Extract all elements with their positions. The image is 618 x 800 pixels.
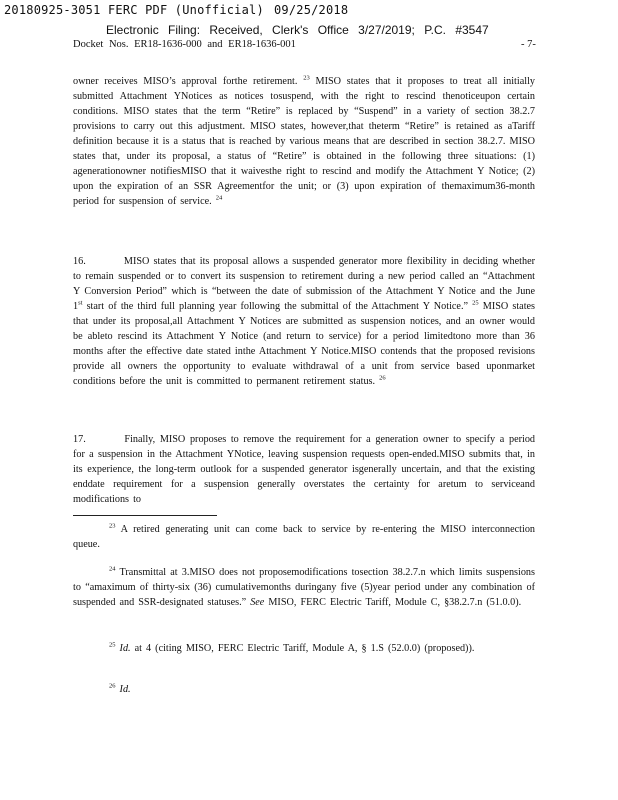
footnote-number: 25 (109, 641, 116, 649)
footnote-signal: Id. (119, 643, 131, 654)
footnote-ref[interactable]: 26 (379, 374, 386, 382)
paragraph-text: owner receives MISO’s approval forthe retirement. (73, 76, 298, 87)
paragraph-number: 16. (73, 256, 86, 267)
paragraph-17 (73, 432, 535, 507)
footnote-signal: See (250, 597, 265, 608)
ordinal-suffix: st (78, 299, 83, 307)
paragraph-text: MISO states that it proposes to treat all initially submitted Attachment YNotices as notices tosuspend, with the right to rescind thenoticeupon certain conditions. MISO states that the term “Retire” is replaced by “Suspend” in a variety of section 38.2.7 provisions to carry out this adjustment. MISO states, however,that theterm “Retire” is retained as aTariff definition because it is a status that is reached by various means that are described in section 38.2.7. MISO states that, under its proposal, a status of “Retire” is obtained in the following three situations: (1) agenerationowner notifiesMISO that it waivesthe right to rescind and modify the Attachment Y Notice; (2) upon the expiration of an SSR Agreementfor the unit; or (3) upon expiration of themaximum36-month period for suspension of service. (73, 76, 535, 207)
paragraph-text: Finally, MISO proposes to remove the requirement for a generation owner to specify a period for a suspension in the Attachment YNotice, leaving suspension requests open-ended.MISO submits that, in its experience, the long-term outlook for a suspended generator isgenerally uncertain, and that the existing enddate requirement for a suspension generally overstates the certainty for aretum to serviceand modifications to (73, 434, 536, 505)
footnote-text: MISO, FERC Electric Tariff, Module C, §38.2.7.n (51.0.0). (268, 597, 522, 608)
paragraph-text: MISO states that under its proposal,all Attachment Y Notices are submitted as suspension notices, and an owner would be ableto rescind its Attachment Y Notice (and return to service) for a period limitedtono more than 36 months after the effective date stated inthe Attachment Y Notice.MISO contends that the proposed revisions provide all owners the opportunity to evaluate withdrawal of a unit from service based uponmarket conditions before the unit is committed to permanent retirement status. (73, 301, 536, 387)
footnote-ref[interactable]: 23 (303, 74, 310, 82)
footnote-number: 24 (109, 565, 116, 573)
paragraph-text: MISO states that its proposal allows a suspended generator more flexibility in deciding whether to remain suspended or to convert its suspension to retirement during a new period called an “Attachment Y Conversion Period” which is “between the date of submission of the Attachment Y Notice and the June 1 (73, 256, 536, 312)
footnote-ref[interactable]: 25 (472, 299, 479, 307)
footnote-text: Transmittal at 3.MISO does not proposemodifications tosection 38.2.7.n which limits suspensions to “amaximum of thirty-six (36) cumulativemonths duringany five (5)year period under any combination of suspended and SSR-designated statuses.” (73, 567, 535, 608)
footnote-24 (73, 565, 535, 610)
stamp-date: 09/25/2018 (274, 3, 349, 17)
footnote-26 (73, 682, 535, 697)
footnote-divider (73, 515, 217, 516)
footnote-signal: Id. (119, 684, 131, 695)
docket-number: Docket Nos. ER18-1636-000 and ER18-1636-001 (73, 39, 296, 50)
footnote-25 (73, 641, 535, 656)
paragraph-continued (73, 74, 535, 209)
footnote-text: A retired generating unit can come back to service by re-entering the MISO interconnection queue. (73, 524, 536, 550)
stamp-id: 20180925-3051 (4, 3, 101, 17)
stamp-label: FERC PDF (Unofficial) (107, 3, 264, 17)
filing-line: Electronic Filing: Received, Clerk's Office 3/27/2019; P.C. #3547 (106, 23, 489, 37)
footnote-text: at 4 (citing MISO, FERC Electric Tariff, Module A, § 1.S (52.0.0) (proposed)). (134, 643, 475, 654)
footnote-number: 23 (109, 522, 116, 530)
paragraph-number: 17. (73, 434, 86, 445)
paragraph-16 (73, 254, 535, 389)
footnote-ref[interactable]: 24 (215, 194, 223, 202)
page-number: - 7- (521, 39, 536, 50)
paragraph-text: start of the third full planning year following the submittal of the Attachment Y Notice.” (86, 301, 469, 312)
ferc-stamp-header (4, 3, 349, 17)
footnote-23 (73, 522, 535, 552)
footnote-number: 26 (109, 682, 116, 690)
